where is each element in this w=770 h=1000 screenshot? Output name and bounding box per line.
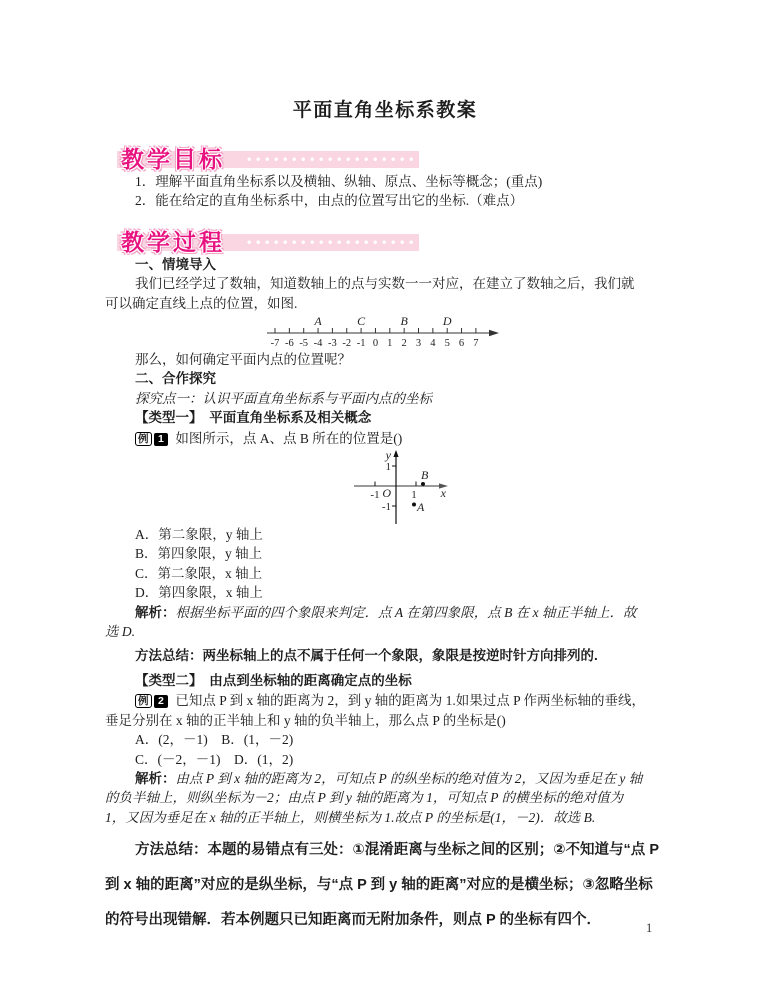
example2-line1 <box>105 690 665 710</box>
y-tick-pos1: 1 <box>385 461 391 474</box>
tick-label: -6 <box>284 338 294 350</box>
example2-summary <box>105 833 665 938</box>
example2-question-line1: 已知点 P 到 x 轴的距离为 2，到 y 轴的距离为 1.如果过点 P 作两坐标轴的垂线， <box>175 693 645 709</box>
example1-line <box>105 428 665 448</box>
explore-point-1: 探究点一：认识平面直角坐标系与平面内点的坐标 <box>135 390 432 406</box>
example-badge-li: 例 <box>135 432 152 446</box>
point-label-B: B <box>400 316 408 329</box>
example2-summary-line3: 的符号出现错解．若本例题只已知距离而无附加条件，则点 P 的坐标有四个． <box>105 912 601 929</box>
example-badge-num: 1 <box>154 433 169 446</box>
page-number: 1 <box>646 921 653 935</box>
point-label-C: C <box>357 316 366 329</box>
teaching-goals-banner <box>105 140 435 172</box>
teaching-goals-banner-label: 教学目标 <box>121 146 225 172</box>
example1-summary <box>105 646 665 665</box>
section-heading-intro: 一、情境导入 <box>135 256 216 272</box>
example2-badge <box>135 690 168 709</box>
example1-badge <box>135 428 168 447</box>
analysis-label: 解析： <box>135 770 176 786</box>
example2-options-row2: C．(－2，－1) D．(1，2) <box>135 751 294 767</box>
example2-analysis-line1 <box>105 769 665 788</box>
summary-label: 方法总结： <box>135 842 208 859</box>
goals-list <box>105 172 665 211</box>
analysis-text: 根据坐标平面的四个象限来判定．点 A 在第四象限，点 B 在 x 轴正半轴上．故 <box>175 604 637 620</box>
example2-analysis-line3: 1，又因为垂足在 x 轴的正半轴上，则横坐标为 1.故点 P 的坐标是(1，－2)．故选 B. <box>105 809 596 825</box>
type2-heading: 【类型二】 由点到坐标轴的距离确定点的坐标 <box>135 672 412 688</box>
coordinate-plane-svg <box>350 449 454 525</box>
example1-option-a: A．第二象限，y 轴上 <box>135 527 263 543</box>
tick-label: 1 <box>387 338 393 350</box>
summary-label: 方法总结： <box>135 647 203 663</box>
tick-label: -1 <box>356 338 366 350</box>
tick-label: -2 <box>342 338 352 350</box>
tick-label: 6 <box>458 338 465 350</box>
x-axis-label: x <box>440 486 446 501</box>
example1-analysis-line2: 选 D. <box>105 624 135 640</box>
point-label-A: A <box>417 500 425 515</box>
banner-dots-decoration <box>247 240 413 246</box>
x-tick-neg1: -1 <box>370 489 380 502</box>
point-label-D: D <box>442 316 452 329</box>
example2-options-row1: A．(2，－1) B．(1，－2) <box>135 732 294 748</box>
number-line-svg <box>263 316 513 350</box>
point-label-B: B <box>421 468 429 483</box>
example2-question-line2: 垂足分别在 x 轴的正半轴上和 y 轴的负半轴上，那么点 P 的坐标是() <box>105 712 506 728</box>
intro-paragraph-line2: 可以确定直线上点的位置，如图. <box>105 295 298 311</box>
tick-label: 5 <box>444 338 450 350</box>
tick-label: 0 <box>372 338 379 350</box>
example2-analysis-line2: 的负半轴上，则纵坐标为－2；由点 P 到 y 轴的距离为 1，可知点 P 的横坐标的绝对值为 <box>105 790 624 806</box>
y-tick-neg1: -1 <box>381 501 391 514</box>
teaching-process-banner-label: 教学过程 <box>121 228 225 255</box>
summary-text: 本题的易错点有三处：①混淆距离与坐标之间的区别；②不知道与“点 P <box>207 842 660 859</box>
x-tick-pos1: 1 <box>411 489 417 502</box>
example2-summary-line2: 到 x 轴的距离”对应的是纵坐标，与“点 P 到 y 轴的距离”对应的是横坐标；③忽略坐标 <box>105 877 653 894</box>
tick-label: 2 <box>401 338 407 350</box>
goal-item-2: 2．能在给定的直角坐标系中，由点的位置写出它的坐标.（难点） <box>135 193 524 209</box>
tick-label: -7 <box>270 338 280 350</box>
example-badge-li: 例 <box>135 694 152 708</box>
summary-text: 两坐标轴上的点不属于任何一个象限，象限是按逆时针方向排列的. <box>202 647 598 663</box>
example1-option-d: D．第四象限，x 轴上 <box>135 585 263 601</box>
origin-label: O <box>382 486 391 501</box>
example-badge-num: 2 <box>154 695 169 708</box>
intro-paragraph-line1: 我们已经学过了数轴，知道数轴上的点与实数一一对应，在建立了数轴之后，我们就 <box>135 276 635 292</box>
analysis-label: 解析： <box>135 604 176 620</box>
analysis-text: 由点 P 到 x 轴的距离为 2，可知点 P 的纵坐标的绝对值为 2，又因为垂足在 y 轴 <box>175 770 643 786</box>
page-title: 平面直角坐标系教案 <box>292 100 478 121</box>
tick-label: -4 <box>313 338 323 350</box>
banner-dots-decoration <box>247 157 413 163</box>
point-label-A: A <box>314 316 322 329</box>
tick-label: -3 <box>328 338 337 350</box>
goal-item-1: 1．理解平面直角坐标系以及横轴、纵轴、原点、坐标等概念；(重点) <box>135 174 543 189</box>
example2-summary-line1 <box>105 833 665 868</box>
example1-question: 如图所示，点 A、点 B 所在的位置是() <box>175 430 403 446</box>
number-line-figure <box>263 316 665 350</box>
example1-option-b: B．第四象限，y 轴上 <box>135 546 263 562</box>
coordinate-plane-figure <box>350 449 665 525</box>
tick-label: 4 <box>430 338 436 350</box>
y-axis-label: y <box>385 449 391 463</box>
tick-label: 7 <box>473 338 479 350</box>
tick-label: 3 <box>415 338 422 350</box>
section-heading-coop: 二、合作探究 <box>135 371 216 387</box>
example1-analysis-line1 <box>105 603 665 622</box>
teaching-process-banner <box>105 223 435 255</box>
intro-question: 那么，如何确定平面内点的位置呢？ <box>135 352 351 368</box>
example1-option-c: C．第二象限，x 轴上 <box>135 565 263 581</box>
type1-heading: 【类型一】 平面直角坐标系及相关概念 <box>135 410 372 426</box>
tick-label: -5 <box>299 338 309 350</box>
